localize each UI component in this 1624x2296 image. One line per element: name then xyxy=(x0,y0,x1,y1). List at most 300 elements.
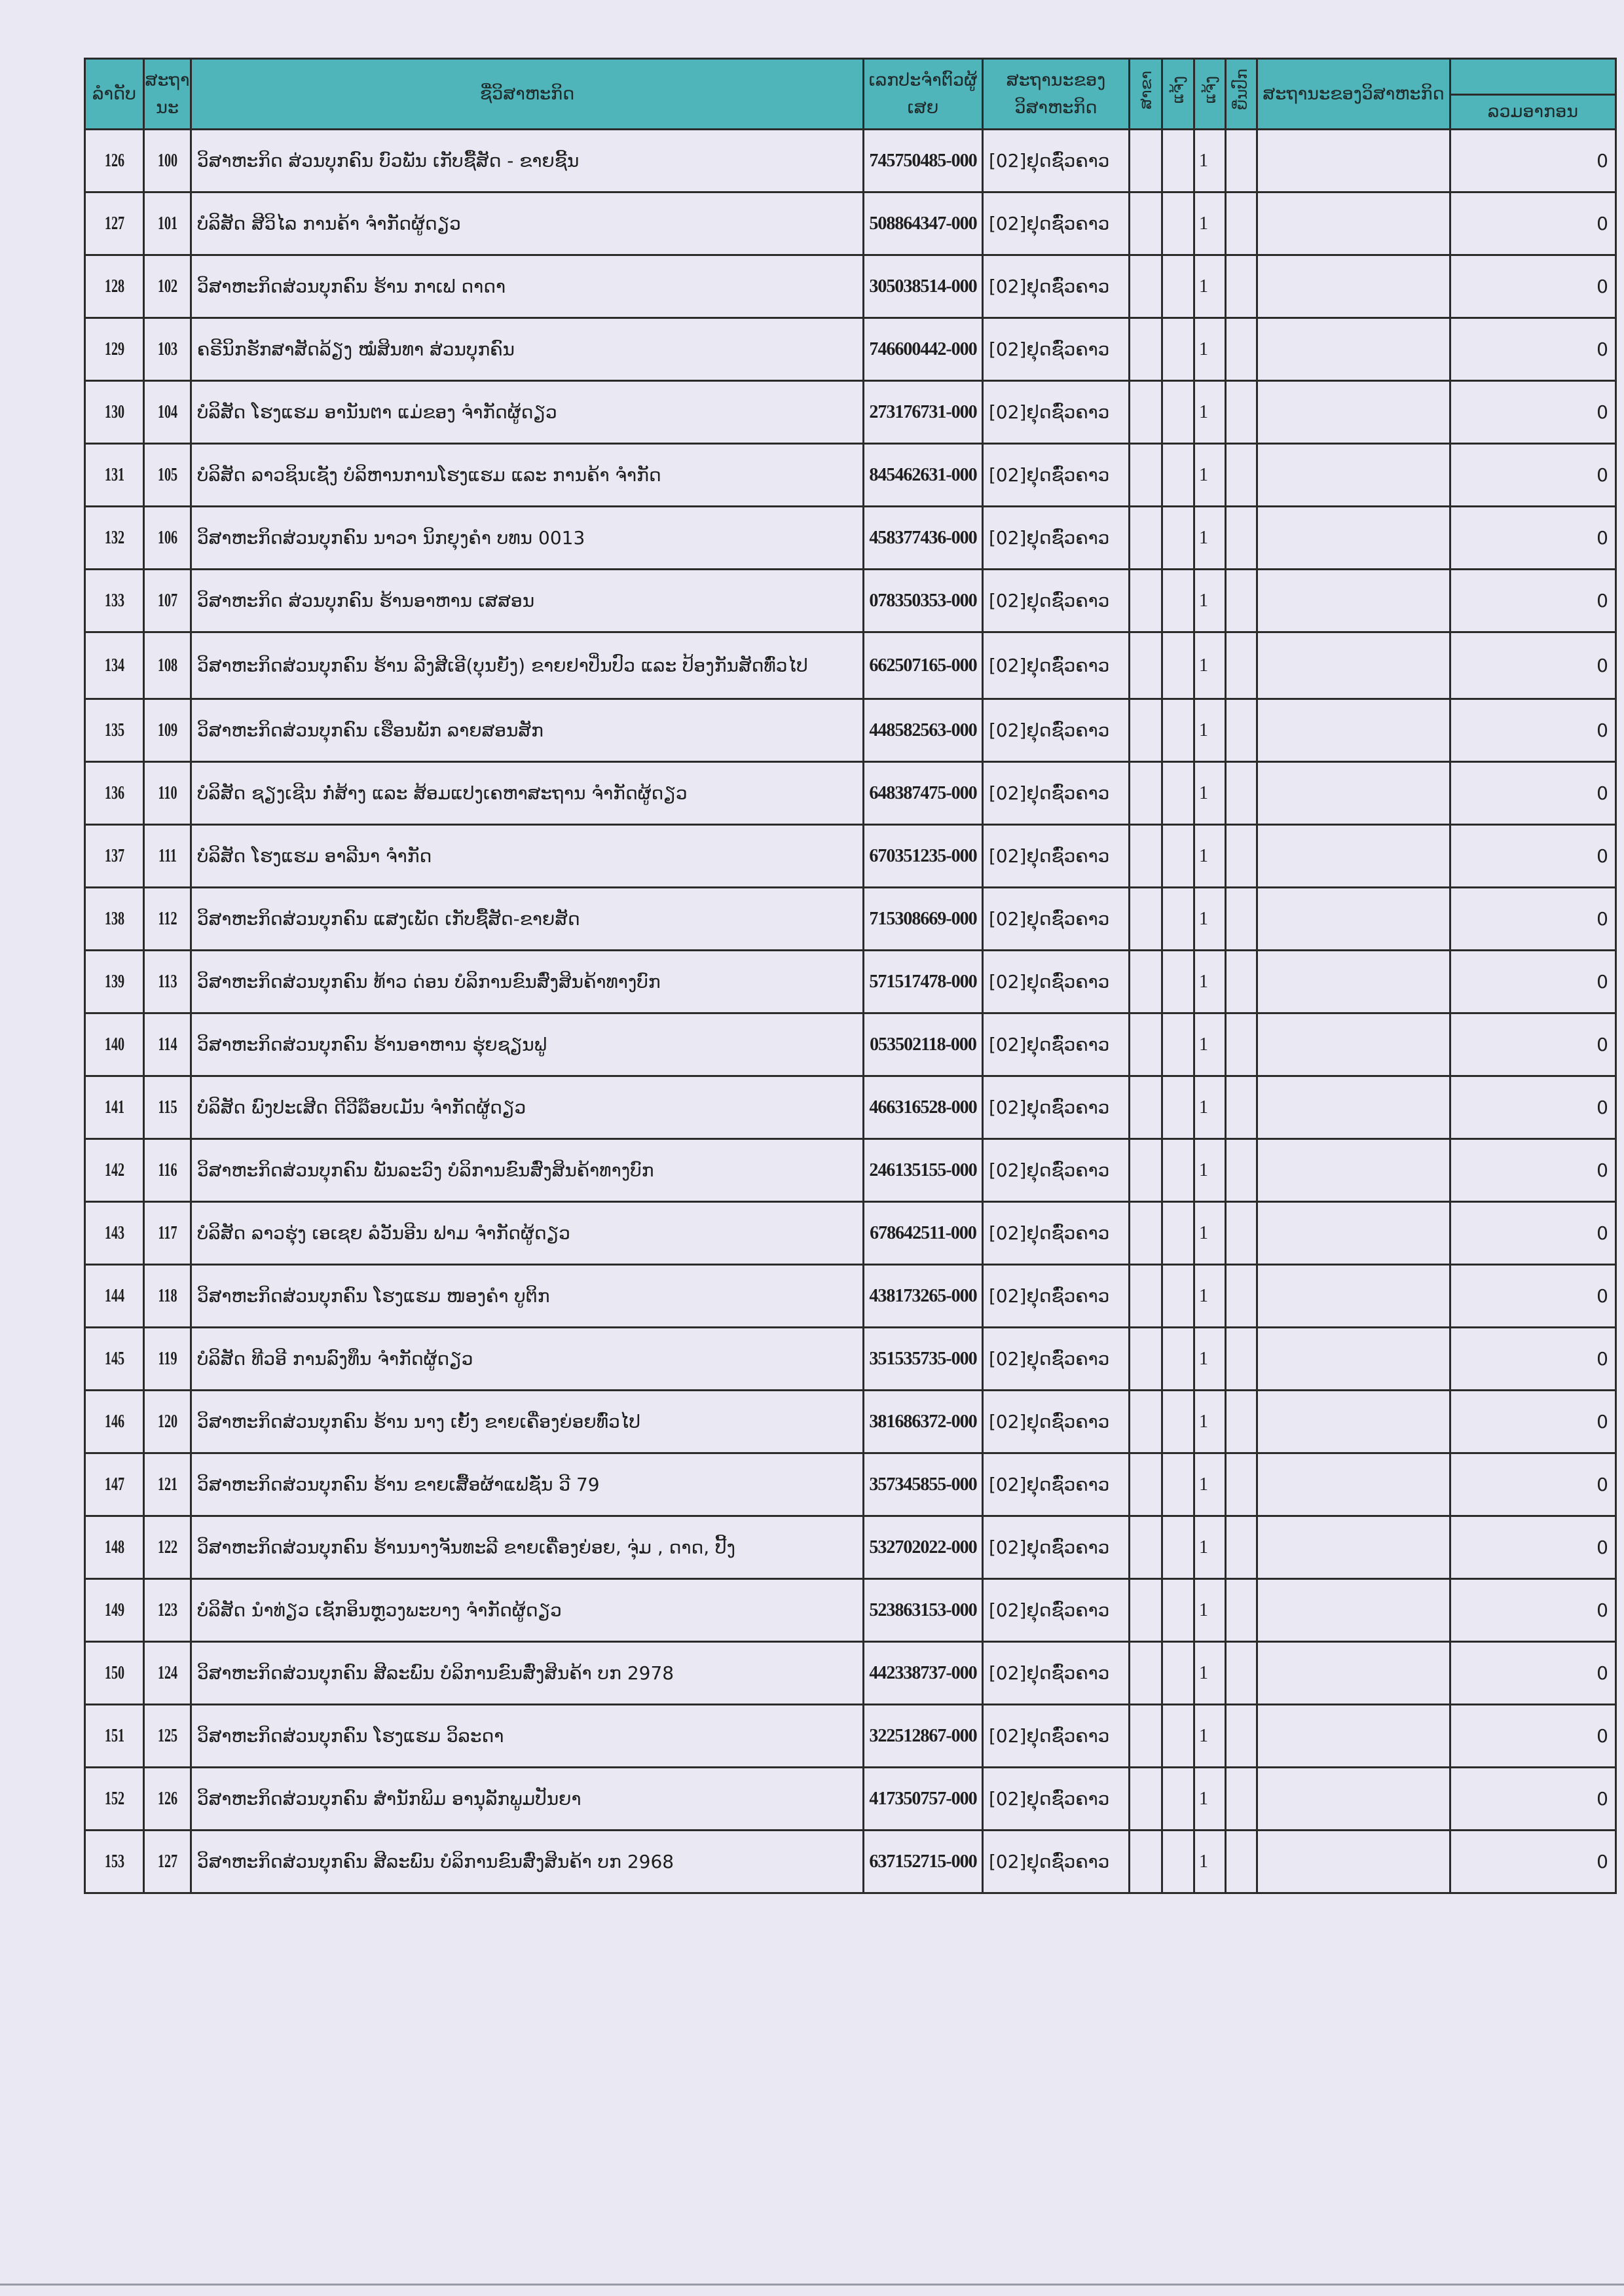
table-row xyxy=(85,1579,1616,1642)
table-row xyxy=(85,1391,1616,1453)
row-business-status: [02]ຢຸດຊົ່ວຄາວ xyxy=(983,1139,1130,1202)
row-submit xyxy=(1226,318,1257,381)
row-declare-1 xyxy=(1162,1516,1194,1579)
row-total-income: 0 xyxy=(1450,1202,1616,1265)
row-enterprise-status xyxy=(1257,1013,1450,1076)
row-business-name: ວິສາຫະກິດສ່ວນບຸກຄົນ ຮ້ານ ກາເຟ ດາດາ xyxy=(191,255,864,318)
table-row xyxy=(85,1076,1616,1139)
row-declare-1 xyxy=(1162,1076,1194,1139)
row-branch xyxy=(1130,1579,1162,1642)
row-declare-1 xyxy=(1162,825,1194,888)
row-submit xyxy=(1226,1265,1257,1328)
row-business-name: ວິສາຫະກິດສ່ວນບຸກຄົນ ສີລະພົນ ບໍລິການຂົນສົ່ງສິນຄ້າ ບກ 2968 xyxy=(191,1831,864,1893)
row-status-no: 106 xyxy=(151,507,185,570)
row-total-income: 0 xyxy=(1450,1328,1616,1391)
table-row xyxy=(85,1516,1616,1579)
row-status-no: 104 xyxy=(151,381,185,444)
row-order-no: 127 xyxy=(93,192,136,255)
row-declare-1 xyxy=(1162,444,1194,507)
row-tin: 078350353-000 xyxy=(864,570,983,632)
header-total-income: ລວມອາກອນ xyxy=(1450,95,1616,130)
row-tin: 381686372-000 xyxy=(864,1391,983,1453)
header-submit xyxy=(1226,59,1257,130)
row-declare-1 xyxy=(1162,1705,1194,1768)
row-enterprise-status xyxy=(1257,632,1450,699)
table-row xyxy=(85,825,1616,888)
row-submit xyxy=(1226,1328,1257,1391)
row-business-name: ບໍລິສັດ ໂຮງແຮມ ອາລີນາ ຈຳກັດ xyxy=(191,825,864,888)
row-total-income: 0 xyxy=(1450,1265,1616,1328)
row-total-income: 0 xyxy=(1450,1013,1616,1076)
row-order-no: 139 xyxy=(93,951,136,1013)
row-order-no: 152 xyxy=(93,1768,136,1831)
row-business-name: ວິສາຫະກິດສ່ວນບຸກຄົນ ຮ້ານນາງຈັນທະລີ ຂາຍເຄື່ອງຍ່ອຍ, ຈຸ່ມ , ດາດ, ປີ້ງ xyxy=(191,1516,864,1579)
row-declare-2: 1 xyxy=(1194,699,1226,762)
row-declare-2: 1 xyxy=(1194,130,1226,192)
row-submit xyxy=(1226,888,1257,951)
row-order-no: 150 xyxy=(93,1642,136,1705)
row-submit xyxy=(1226,1453,1257,1516)
header-business-status: ສະຖານະຂອງວິສາຫະກິດ xyxy=(983,59,1130,130)
row-enterprise-status xyxy=(1257,570,1450,632)
row-total-income: 0 xyxy=(1450,699,1616,762)
row-branch xyxy=(1130,1139,1162,1202)
row-submit xyxy=(1226,255,1257,318)
row-business-status: [02]ຢຸດຊົ່ວຄາວ xyxy=(983,1768,1130,1831)
row-declare-2: 1 xyxy=(1194,318,1226,381)
row-declare-2: 1 xyxy=(1194,951,1226,1013)
table-row xyxy=(85,130,1616,192)
row-submit xyxy=(1226,1013,1257,1076)
row-tin: 246135155-000 xyxy=(864,1139,983,1202)
row-status-no: 109 xyxy=(151,699,185,762)
row-declare-1 xyxy=(1162,762,1194,825)
table-row xyxy=(85,1328,1616,1391)
row-declare-2: 1 xyxy=(1194,444,1226,507)
row-business-status: [02]ຢຸດຊົ່ວຄາວ xyxy=(983,192,1130,255)
header-branch-label: ສາຂາ xyxy=(1136,70,1155,109)
row-submit xyxy=(1226,507,1257,570)
header-status-no: ສະຖານະ xyxy=(144,59,191,130)
row-business-status: [02]ຢຸດຊົ່ວຄາວ xyxy=(983,825,1130,888)
row-branch xyxy=(1130,699,1162,762)
row-status-no: 116 xyxy=(151,1139,185,1202)
row-declare-2: 1 xyxy=(1194,1453,1226,1516)
table-row xyxy=(85,255,1616,318)
row-business-name: ວິສາຫະກິດສ່ວນບຸກຄົນ ແສງເພັດ ເກັບຊື້ສັດ-ຂາຍສັດ xyxy=(191,888,864,951)
table-body xyxy=(85,130,1616,1893)
row-status-no: 112 xyxy=(151,888,185,951)
row-declare-2: 1 xyxy=(1194,507,1226,570)
row-declare-1 xyxy=(1162,951,1194,1013)
row-order-no: 131 xyxy=(93,444,136,507)
row-business-status: [02]ຢຸດຊົ່ວຄາວ xyxy=(983,318,1130,381)
row-branch xyxy=(1130,1768,1162,1831)
row-tin: 458377436-000 xyxy=(864,507,983,570)
row-order-no: 126 xyxy=(93,130,136,192)
row-declare-2: 1 xyxy=(1194,1139,1226,1202)
row-declare-1 xyxy=(1162,507,1194,570)
row-status-no: 122 xyxy=(151,1516,185,1579)
row-submit xyxy=(1226,1202,1257,1265)
row-business-name: ບໍລິສັດ ສີວິໄລ ການຄ້າ ຈຳກັດຜູ້ດຽວ xyxy=(191,192,864,255)
table-row xyxy=(85,1265,1616,1328)
row-declare-1 xyxy=(1162,192,1194,255)
row-declare-1 xyxy=(1162,699,1194,762)
row-order-no: 149 xyxy=(93,1579,136,1642)
row-submit xyxy=(1226,825,1257,888)
row-tin: 637152715-000 xyxy=(864,1831,983,1893)
row-business-name: ວິສາຫະກິດສ່ວນບຸກຄົນ ເຮືອນພັກ ລາຍສອນສັກ xyxy=(191,699,864,762)
row-submit xyxy=(1226,192,1257,255)
row-submit xyxy=(1226,1139,1257,1202)
row-declare-2: 1 xyxy=(1194,1076,1226,1139)
row-submit xyxy=(1226,762,1257,825)
row-enterprise-status xyxy=(1257,318,1450,381)
row-status-no: 127 xyxy=(151,1831,185,1893)
row-order-no: 128 xyxy=(93,255,136,318)
business-register-table xyxy=(84,58,1617,1894)
row-declare-2: 1 xyxy=(1194,888,1226,951)
row-enterprise-status xyxy=(1257,192,1450,255)
row-status-no: 121 xyxy=(151,1453,185,1516)
table-row xyxy=(85,699,1616,762)
row-declare-2: 1 xyxy=(1194,1391,1226,1453)
row-declare-2: 1 xyxy=(1194,381,1226,444)
row-business-name: ວິສາຫະກິດສ່ວນບຸກຄົນ ທ້າວ ດ່ອນ ບໍລິການຂົນສົ່ງສິນຄ້າທາງບົກ xyxy=(191,951,864,1013)
row-total-income: 0 xyxy=(1450,130,1616,192)
row-tin: 357345855-000 xyxy=(864,1453,983,1516)
row-enterprise-status xyxy=(1257,1516,1450,1579)
row-order-no: 140 xyxy=(93,1013,136,1076)
table-row xyxy=(85,1013,1616,1076)
row-status-no: 113 xyxy=(151,951,185,1013)
row-enterprise-status xyxy=(1257,1265,1450,1328)
row-declare-1 xyxy=(1162,1642,1194,1705)
row-total-income: 0 xyxy=(1450,1076,1616,1139)
row-business-status: [02]ຢຸດຊົ່ວຄາວ xyxy=(983,951,1130,1013)
row-business-name: ບໍລິສັດ ລາວຮຸ່ງ ເອເຊຍ ລໍວັນອີນ ຟາມ ຈຳກັດຜູ້ດຽວ xyxy=(191,1202,864,1265)
row-submit xyxy=(1226,1579,1257,1642)
row-branch xyxy=(1130,951,1162,1013)
row-status-no: 114 xyxy=(151,1013,185,1076)
row-order-no: 146 xyxy=(93,1391,136,1453)
row-branch xyxy=(1130,1328,1162,1391)
row-submit xyxy=(1226,951,1257,1013)
row-branch xyxy=(1130,1391,1162,1453)
row-enterprise-status xyxy=(1257,381,1450,444)
row-branch xyxy=(1130,1013,1162,1076)
row-submit xyxy=(1226,1642,1257,1705)
row-business-status: [02]ຢຸດຊົ່ວຄາວ xyxy=(983,1705,1130,1768)
row-tin: 532702022-000 xyxy=(864,1516,983,1579)
row-tin: 273176731-000 xyxy=(864,381,983,444)
row-business-status: [02]ຢຸດຊົ່ວຄາວ xyxy=(983,1579,1130,1642)
row-enterprise-status xyxy=(1257,1705,1450,1768)
table-row xyxy=(85,1139,1616,1202)
row-order-no: 151 xyxy=(93,1705,136,1768)
row-branch xyxy=(1130,507,1162,570)
row-total-income: 0 xyxy=(1450,192,1616,255)
row-status-no: 126 xyxy=(151,1768,185,1831)
row-enterprise-status xyxy=(1257,951,1450,1013)
table-row xyxy=(85,1705,1616,1768)
row-declare-2: 1 xyxy=(1194,762,1226,825)
row-branch xyxy=(1130,1705,1162,1768)
row-declare-2: 1 xyxy=(1194,1705,1226,1768)
row-status-no: 124 xyxy=(151,1642,185,1705)
page-bottom-edge xyxy=(0,2284,1624,2286)
row-branch xyxy=(1130,192,1162,255)
row-branch xyxy=(1130,888,1162,951)
table-row xyxy=(85,951,1616,1013)
row-declare-1 xyxy=(1162,1453,1194,1516)
row-business-name: ວິສາຫະກິດສ່ວນບຸກຄົນ ຮ້ານອາຫານ ຮຸ່ຍຊຽນຟູ xyxy=(191,1013,864,1076)
row-declare-2: 1 xyxy=(1194,1202,1226,1265)
row-branch xyxy=(1130,255,1162,318)
row-total-income: 0 xyxy=(1450,1453,1616,1516)
row-status-no: 107 xyxy=(151,570,185,632)
row-submit xyxy=(1226,1076,1257,1139)
row-business-name: ວິສາຫະກິດສ່ວນບຸກຄົນ ສີລະພົນ ບໍລິການຂົນສົ່ງສິນຄ້າ ບກ 2978 xyxy=(191,1642,864,1705)
table-row xyxy=(85,570,1616,632)
table-row xyxy=(85,1202,1616,1265)
row-status-no: 105 xyxy=(151,444,185,507)
row-enterprise-status xyxy=(1257,507,1450,570)
row-tin: 305038514-000 xyxy=(864,255,983,318)
row-business-status: [02]ຢຸດຊົ່ວຄາວ xyxy=(983,1831,1130,1893)
row-status-no: 100 xyxy=(151,130,185,192)
row-total-income: 0 xyxy=(1450,1768,1616,1831)
row-business-name: ວິສາຫະກິດສ່ວນບຸກຄົນ ສຳນັກພິມ ອານຸລັກພູມປັນຍາ xyxy=(191,1768,864,1831)
table-row xyxy=(85,444,1616,507)
row-total-income: 0 xyxy=(1450,762,1616,825)
row-submit xyxy=(1226,1391,1257,1453)
row-enterprise-status xyxy=(1257,888,1450,951)
row-branch xyxy=(1130,1076,1162,1139)
row-declare-2: 1 xyxy=(1194,1516,1226,1579)
row-enterprise-status xyxy=(1257,762,1450,825)
table-row xyxy=(85,1831,1616,1893)
row-tin: 322512867-000 xyxy=(864,1705,983,1768)
row-order-no: 144 xyxy=(93,1265,136,1328)
table-row xyxy=(85,1453,1616,1516)
row-business-status: [02]ຢຸດຊົ່ວຄາວ xyxy=(983,507,1130,570)
row-declare-1 xyxy=(1162,1013,1194,1076)
row-branch xyxy=(1130,318,1162,381)
header-branch xyxy=(1130,59,1162,130)
row-total-income: 0 xyxy=(1450,1705,1616,1768)
row-order-no: 148 xyxy=(93,1516,136,1579)
row-business-status: [02]ຢຸດຊົ່ວຄາວ xyxy=(983,1328,1130,1391)
row-declare-2: 1 xyxy=(1194,255,1226,318)
row-declare-2: 1 xyxy=(1194,570,1226,632)
row-branch xyxy=(1130,632,1162,699)
row-order-no: 147 xyxy=(93,1453,136,1516)
row-enterprise-status xyxy=(1257,1139,1450,1202)
row-order-no: 141 xyxy=(93,1076,136,1139)
row-branch xyxy=(1130,1516,1162,1579)
row-status-no: 118 xyxy=(151,1265,185,1328)
row-tin: 053502118-000 xyxy=(864,1013,983,1076)
row-status-no: 110 xyxy=(151,762,185,825)
row-business-name: ບໍລິສັດ ໂຮງແຮມ ອານັນຕາ ແມ່ຂອງ ຈຳກັດຜູ້ດຽວ xyxy=(191,381,864,444)
row-branch xyxy=(1130,1202,1162,1265)
row-submit xyxy=(1226,1831,1257,1893)
row-total-income: 0 xyxy=(1450,1516,1616,1579)
row-business-status: [02]ຢຸດຊົ່ວຄາວ xyxy=(983,1013,1130,1076)
row-total-income: 0 xyxy=(1450,951,1616,1013)
row-business-name: ວິສາຫະກິດສ່ວນບຸກຄົນ ຮ້ານ ຂາຍເສື້ອຜ້າແຟຊັ່ນ ວີ 79 xyxy=(191,1453,864,1516)
row-order-no: 137 xyxy=(93,825,136,888)
row-tin: 417350757-000 xyxy=(864,1768,983,1831)
row-tin: 715308669-000 xyxy=(864,888,983,951)
row-total-income: 0 xyxy=(1450,507,1616,570)
row-total-income: 0 xyxy=(1450,825,1616,888)
row-order-no: 153 xyxy=(93,1831,136,1893)
table-row xyxy=(85,381,1616,444)
header-tin: ເລກປະຈຳຕົວຜູ້ເສຍ xyxy=(864,59,983,130)
row-business-name: ວິສາຫະກິດສ່ວນບຸກຄົນ ນາວາ ນິກຍຸງຄຳ ບທນ 0013 xyxy=(191,507,864,570)
row-enterprise-status xyxy=(1257,1453,1450,1516)
header-submit-label: ຍື່ນປົກ xyxy=(1232,69,1251,111)
row-status-no: 125 xyxy=(151,1705,185,1768)
row-declare-1 xyxy=(1162,255,1194,318)
row-tin: 438173265-000 xyxy=(864,1265,983,1328)
row-enterprise-status xyxy=(1257,1831,1450,1893)
row-declare-2: 1 xyxy=(1194,1831,1226,1893)
row-status-no: 115 xyxy=(151,1076,185,1139)
header-declare-1-label: ແຈ້ງ xyxy=(1169,75,1187,104)
row-declare-2: 1 xyxy=(1194,1642,1226,1705)
row-status-no: 117 xyxy=(151,1202,185,1265)
row-declare-1 xyxy=(1162,318,1194,381)
table-row xyxy=(85,192,1616,255)
row-submit xyxy=(1226,130,1257,192)
row-branch xyxy=(1130,444,1162,507)
row-business-name: ບໍລິສັດ ຊຽງເຊີນ ກໍ່ສ້າງ ແລະ ສ້ອມແປງເຄຫາສະຖານ ຈຳກັດຜູ້ດຽວ xyxy=(191,762,864,825)
row-declare-2: 1 xyxy=(1194,1579,1226,1642)
row-business-name: ບໍລິສັດ ທີວອີ ການລົງທຶນ ຈຳກັດຜູ້ດຽວ xyxy=(191,1328,864,1391)
row-total-income: 0 xyxy=(1450,888,1616,951)
row-tin: 648387475-000 xyxy=(864,762,983,825)
row-business-status: [02]ຢຸດຊົ່ວຄາວ xyxy=(983,1391,1130,1453)
row-declare-1 xyxy=(1162,130,1194,192)
row-declare-2: 1 xyxy=(1194,1328,1226,1391)
row-tin: 845462631-000 xyxy=(864,444,983,507)
row-status-no: 108 xyxy=(151,632,185,699)
row-business-status: [02]ຢຸດຊົ່ວຄາວ xyxy=(983,888,1130,951)
row-submit xyxy=(1226,632,1257,699)
row-tin: 442338737-000 xyxy=(864,1642,983,1705)
row-submit xyxy=(1226,570,1257,632)
row-tin: 466316528-000 xyxy=(864,1076,983,1139)
row-business-name: ວິສາຫະກິດ ສ່ວນບຸກຄົນ ບົວພັນ ເກັບຊື້ສັດ - ຂາຍຊີ້ນ xyxy=(191,130,864,192)
row-status-no: 119 xyxy=(151,1328,185,1391)
row-enterprise-status xyxy=(1257,1579,1450,1642)
row-branch xyxy=(1130,1642,1162,1705)
row-declare-1 xyxy=(1162,570,1194,632)
row-business-status: [02]ຢຸດຊົ່ວຄາວ xyxy=(983,444,1130,507)
row-order-no: 133 xyxy=(93,570,136,632)
row-enterprise-status xyxy=(1257,1328,1450,1391)
row-business-name: ວິສາຫະກິດ ສ່ວນບຸກຄົນ ຮ້ານອາຫານ ເສສອນ xyxy=(191,570,864,632)
row-submit xyxy=(1226,381,1257,444)
row-enterprise-status xyxy=(1257,1202,1450,1265)
row-status-no: 111 xyxy=(151,825,185,888)
table-row xyxy=(85,888,1616,951)
row-enterprise-status xyxy=(1257,825,1450,888)
row-business-status: [02]ຢຸດຊົ່ວຄາວ xyxy=(983,1202,1130,1265)
row-order-no: 134 xyxy=(93,632,136,699)
header-declare-2 xyxy=(1194,59,1226,130)
row-status-no: 123 xyxy=(151,1579,185,1642)
row-enterprise-status xyxy=(1257,444,1450,507)
row-declare-2: 1 xyxy=(1194,1768,1226,1831)
table-row xyxy=(85,507,1616,570)
row-business-status: [02]ຢຸດຊົ່ວຄາວ xyxy=(983,381,1130,444)
row-tin: 508864347-000 xyxy=(864,192,983,255)
row-order-no: 132 xyxy=(93,507,136,570)
row-declare-1 xyxy=(1162,888,1194,951)
row-tin: 523863153-000 xyxy=(864,1579,983,1642)
row-declare-1 xyxy=(1162,632,1194,699)
row-order-no: 142 xyxy=(93,1139,136,1202)
row-branch xyxy=(1130,762,1162,825)
row-tin: 678642511-000 xyxy=(864,1202,983,1265)
row-declare-2: 1 xyxy=(1194,632,1226,699)
row-order-no: 130 xyxy=(93,381,136,444)
row-business-status: [02]ຢຸດຊົ່ວຄາວ xyxy=(983,570,1130,632)
row-tin: 662507165-000 xyxy=(864,632,983,699)
header-business-name: ຊື່ວິສາຫະກິດ xyxy=(191,59,864,130)
row-branch xyxy=(1130,1453,1162,1516)
row-business-status: [02]ຢຸດຊົ່ວຄາວ xyxy=(983,255,1130,318)
row-total-income: 0 xyxy=(1450,381,1616,444)
row-business-name: ວິສາຫະກິດສ່ວນບຸກຄົນ ຮ້ານ ນາງ ເຍັ້ງ ຂາຍເຄື່ອງຍ່ອຍທົ່ວໄປ xyxy=(191,1391,864,1453)
row-business-status: [02]ຢຸດຊົ່ວຄາວ xyxy=(983,1453,1130,1516)
row-business-status: [02]ຢຸດຊົ່ວຄາວ xyxy=(983,1076,1130,1139)
row-declare-1 xyxy=(1162,381,1194,444)
header-declare-1 xyxy=(1162,59,1194,130)
row-branch xyxy=(1130,130,1162,192)
row-submit xyxy=(1226,1516,1257,1579)
row-business-name: ວິສາຫະກິດສ່ວນບຸກຄົນ ໂຮງແຮມ ວິລະດາ xyxy=(191,1705,864,1768)
row-tin: 351535735-000 xyxy=(864,1328,983,1391)
row-order-no: 129 xyxy=(93,318,136,381)
row-enterprise-status xyxy=(1257,130,1450,192)
row-submit xyxy=(1226,1768,1257,1831)
row-order-no: 136 xyxy=(93,762,136,825)
row-submit xyxy=(1226,444,1257,507)
row-declare-2: 1 xyxy=(1194,1265,1226,1328)
row-tin: 745750485-000 xyxy=(864,130,983,192)
row-declare-1 xyxy=(1162,1265,1194,1328)
row-order-no: 135 xyxy=(93,699,136,762)
row-status-no: 102 xyxy=(151,255,185,318)
row-declare-2: 1 xyxy=(1194,825,1226,888)
row-enterprise-status xyxy=(1257,1768,1450,1831)
row-business-name: ວິສາຫະກິດສ່ວນບຸກຄົນ ໂຮງແຮມ ໜອງຄຳ ບູຕິກ xyxy=(191,1265,864,1328)
row-total-income: 0 xyxy=(1450,1642,1616,1705)
row-enterprise-status xyxy=(1257,699,1450,762)
table-header xyxy=(85,59,1616,130)
row-declare-1 xyxy=(1162,1139,1194,1202)
row-business-status: [02]ຢຸດຊົ່ວຄາວ xyxy=(983,632,1130,699)
row-declare-2: 1 xyxy=(1194,192,1226,255)
table-row xyxy=(85,632,1616,699)
row-tin: 571517478-000 xyxy=(864,951,983,1013)
